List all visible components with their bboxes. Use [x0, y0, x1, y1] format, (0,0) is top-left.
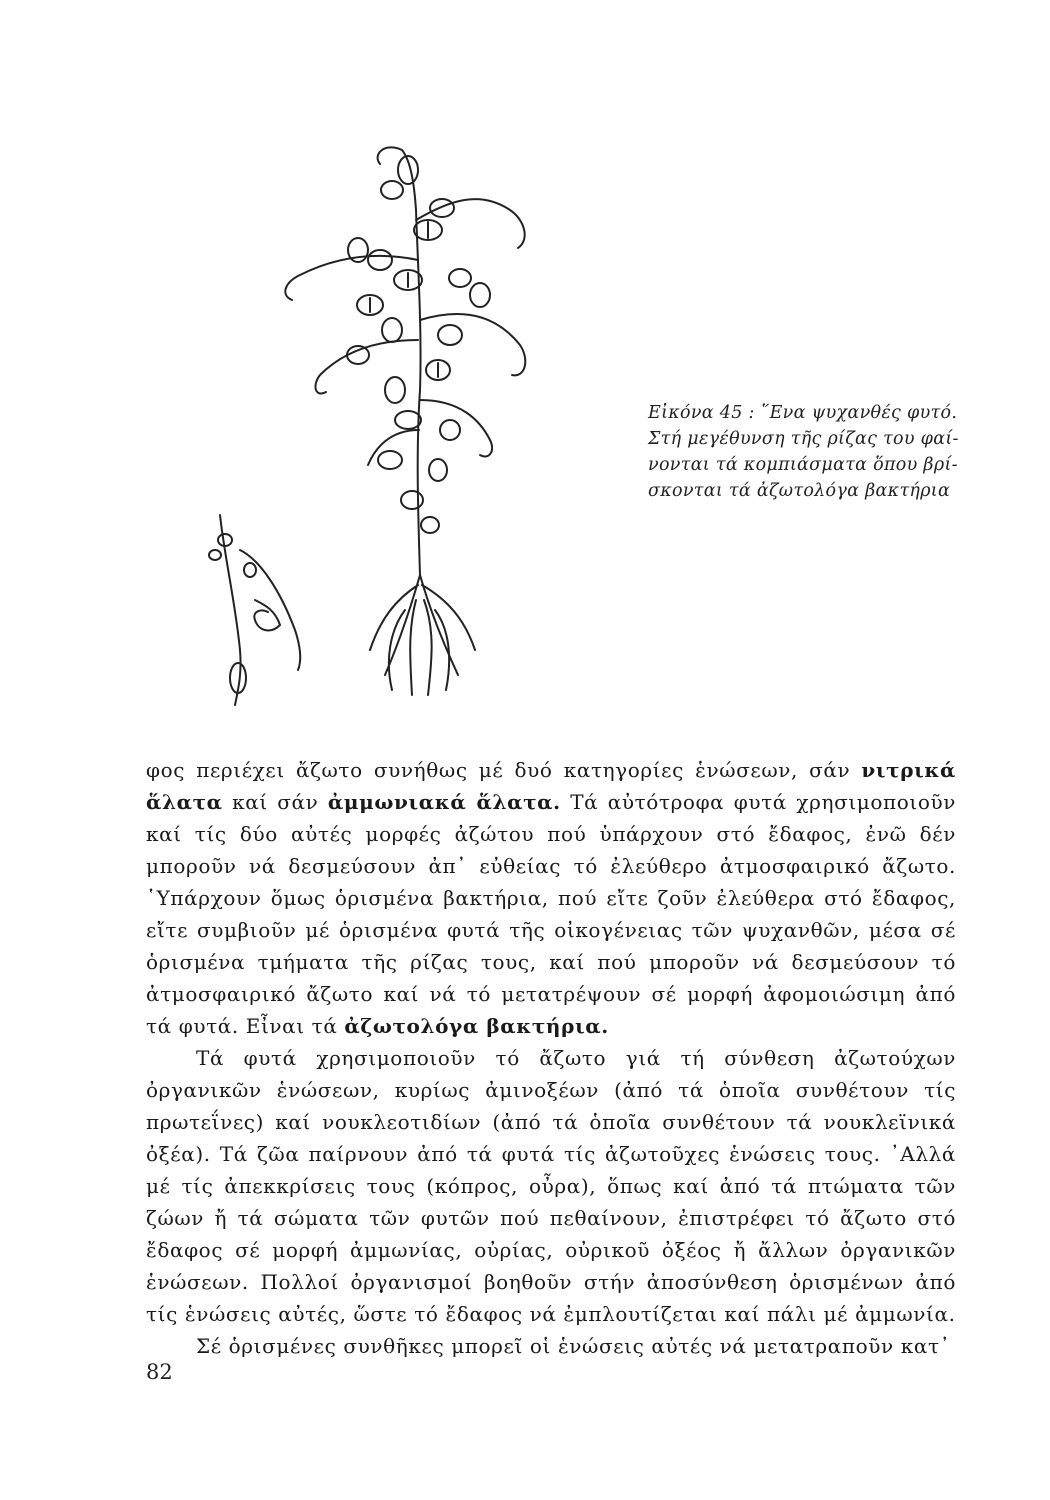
paragraph-1: [146, 754, 956, 1042]
paragraph-3: Σέ ὁρισμένες συνθῆκες μπορεῖ οἱ ἑνώσεις αὐτές νά μετατραποῦν κατ᾽: [196, 1334, 951, 1358]
caption-line: Εἰκόνα 45 : ῞Ενα ψυχανθές φυτό.: [648, 403, 958, 423]
main-text: [146, 754, 956, 1362]
page-number: 82: [146, 1360, 173, 1384]
bold-term-nitrogen-bacteria: ἀζωτολόγα βακτήρια.: [344, 1014, 609, 1038]
text-run: φος περιέχει ἄζωτο συνήθως μέ δυό κατηγορίες ἑνώσεων, σάν: [146, 758, 862, 782]
paragraph-2: Τά φυτά χρησιμοποιοῦν τό ἄζωτο γιά τή σύνθεση ἀζωτούχων ὀργανικῶν ἑνώσεων, κυρίως ἀμινοξέων (ἀπό τά ὁποῖα συνθέτουν τίς πρωτεΐνες) καί νουκλεοτιδίων (ἀπό τά ὁποῖα συνθέτουν τά νουκλεϊνικά ὀξέα). Τά ζῶα παίρνουν ἀπό τά φυτά τίς ἀζωτοῦχες ἑνώσεις τους. ᾽Αλλά μέ τίς ἀπεκκρίσεις τους (κόπρος, οὖρα), ὅπως καί ἀπό τά πτώματα τῶν ζώων ἤ τά σώματα τῶν φυτῶν πού πεθαίνουν, ἐπιστρέφει τό ἄζωτο στό ἔδαφος σέ μορφή ἀμμωνίας, οὐρίας, οὐρικοῦ ὀξέος ἤ ἄλλων ὀργανικῶν ἑνώσεων. Πολλοί ὀργανισμοί βοηθοῦν στήν ἀποσύνθεση ὁρισμένων ἀπό τίς ἑνώσεις αὐτές, ὥστε τό ἔδαφος νά ἐμπλουτίζεται καί πάλι μέ ἀμμωνία.: [146, 1046, 956, 1326]
figure-caption: [648, 400, 993, 504]
bold-term-ammonium-salts: ἀμμωνιακά ἅλατα.: [327, 790, 561, 814]
text-run: καί σάν: [222, 790, 328, 814]
bold-term-nitrates: νιτρικά ἅλατα: [146, 758, 956, 814]
caption-line: νονται τά κομπιάσματα ὅπου βρί-: [648, 455, 958, 475]
text-run: Τά αὐτότροφα φυτά χρησιμοποιοῦν καί τίς δύο αὐτές μορφές ἀζώτου πού ὑπάρχουν στό ἔδαφος, ἐνῶ δέν μποροῦν νά δεσμεύσουν ἀπ᾽ εὐθείας τό ἐλεύθερο ἀτμοσφαιρικό ἄζωτο. ῾Υπάρχουν ὅμως ὁρισμένα βακτήρια, πού εἴτε ζοῦν ἐλεύθερα στό ἔδαφος, εἴτε συμβιοῦν μέ ὁρισμένα φυτά τῆς οἰκογένειας τῶν ψυχανθῶν, μέσα σέ ὁρισμένα τμήματα τῆς ρίζας τους, καί πού μποροῦν νά δεσμεύσουν τό ἀτμοσφαιρικό ἄζωτο καί νά τό μετατρέψουν σέ μορφή ἀφομοιώσιμη ἀπό τά φυτά. Εἶναι τά: [146, 790, 956, 1038]
caption-line: Στή μεγέθυνση τῆς ρίζας του φαί-: [648, 429, 959, 449]
legume-plant-drawing: [180, 130, 600, 720]
caption-line: σκονται τά ἀζωτολόγα βακτήρια: [648, 481, 951, 501]
plant-illustration: [180, 130, 600, 720]
